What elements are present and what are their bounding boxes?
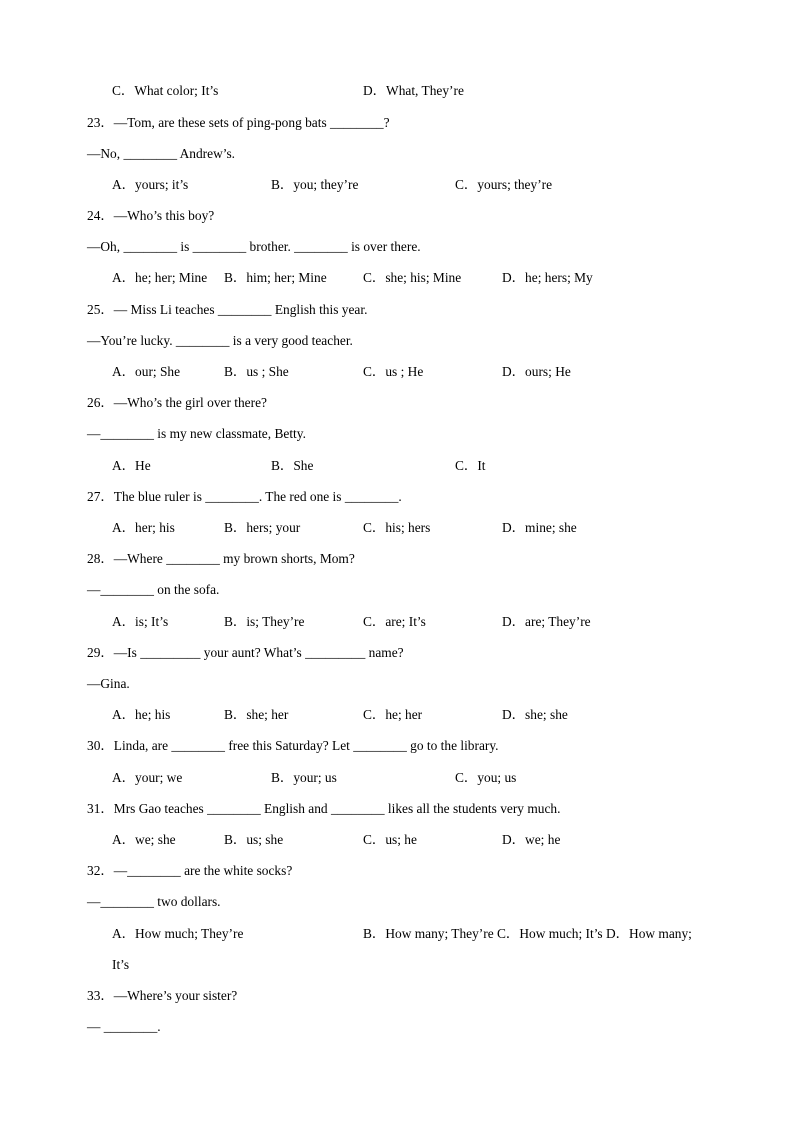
option-a: A．How much; They’re [112,926,244,941]
answer-24 [0,237,794,257]
q29-options [0,705,794,725]
question-text: 25．— Miss Li teaches ________ English this year. [87,302,368,317]
question-text: 32．—________ are the white socks? [87,863,293,878]
answer-33 [0,1017,794,1037]
option-c: C．us ; He [363,364,424,379]
option-b: B．us; she [224,832,284,847]
question-text: 30．Linda, are ________ free this Saturday? Let ________ go to the library. [87,738,499,753]
option-b: B．is; They’re [224,614,305,629]
question-33 [0,986,794,1006]
question-32 [0,861,794,881]
q24-options [0,268,794,288]
option-b: B．she; her [224,707,289,722]
answer-text: —No, ________ Andrew’s. [87,146,236,161]
question-23 [0,113,794,133]
option-b: B．you; they’re [271,177,359,192]
answer-text: — ________. [87,1019,161,1034]
option-a: A．her; his [112,520,175,535]
answer-text: —________ two dollars. [87,894,221,909]
option-a: A．we; she [112,832,176,847]
question-text: 26．—Who’s the girl over there? [87,395,267,410]
question-26 [0,393,794,413]
option-b: B．hers; your [224,520,301,535]
option-d: D．she; she [502,707,568,722]
question-28 [0,549,794,569]
option-b-c-d: B．How many; They’re C．How much; It’s D．How many; [363,926,692,941]
option-d-wrap: It’s [112,957,130,972]
answer-25 [0,331,794,351]
option-c: C．you; us [455,770,517,785]
option-c: C．his; hers [363,520,431,535]
question-text: 27．The blue ruler is ________. The red one is ________. [87,489,402,504]
option-c: C．What color; It’s [112,83,219,98]
option-a: A．He [112,458,151,473]
q27-options [0,518,794,538]
option-d: D．are; They’re [502,614,591,629]
answer-text: —________ on the sofa. [87,582,220,597]
option-c: C．us; he [363,832,417,847]
q22-options [0,81,794,101]
q32-options-wrap [0,955,794,975]
option-d: D．ours; He [502,364,571,379]
question-25 [0,300,794,320]
option-b: B．us ; She [224,364,289,379]
answer-23 [0,144,794,164]
option-d: D．we; he [502,832,561,847]
q23-options [0,175,794,195]
option-a: A．yours; it’s [112,177,189,192]
question-text: 23．—Tom, are these sets of ping-pong bats ________? [87,115,390,130]
answer-28 [0,580,794,600]
answer-26 [0,424,794,444]
option-b: B．She [271,458,314,473]
option-d: D．What, They’re [363,83,464,98]
option-c: C．yours; they’re [455,177,553,192]
option-a: A．he; her; Mine [112,270,208,285]
q26-options [0,456,794,476]
option-d: D．he; hers; My [502,270,593,285]
question-27 [0,487,794,507]
option-a: A．he; his [112,707,171,722]
q31-options [0,830,794,850]
option-a: A．is; It’s [112,614,169,629]
answer-text: —________ is my new classmate, Betty. [87,426,306,441]
option-a: A．your; we [112,770,183,785]
question-text: 24．—Who’s this boy? [87,208,215,223]
question-text: 29．—Is _________ your aunt? What’s _________ name? [87,645,404,660]
q30-options [0,768,794,788]
q32-options [0,924,794,944]
answer-32 [0,892,794,912]
question-30 [0,736,794,756]
answer-text: —You’re lucky. ________ is a very good teacher. [87,333,353,348]
option-a: A．our; She [112,364,181,379]
option-c: C．It [455,458,486,473]
question-24 [0,206,794,226]
option-d: D．mine; she [502,520,577,535]
question-29 [0,643,794,663]
question-text: 33．—Where’s your sister? [87,988,238,1003]
question-text: 28．—Where ________ my brown shorts, Mom? [87,551,355,566]
option-c: C．she; his; Mine [363,270,462,285]
option-c: C．are; It’s [363,614,426,629]
option-b: B．your; us [271,770,337,785]
answer-29 [0,674,794,694]
answer-text: —Oh, ________ is ________ brother. ________ is over there. [87,239,421,254]
option-b: B．him; her; Mine [224,270,327,285]
question-text: 31．Mrs Gao teaches ________ English and ________ likes all the students very much. [87,801,561,816]
q28-options [0,612,794,632]
question-31 [0,799,794,819]
q25-options [0,362,794,382]
answer-text: —Gina. [87,676,130,691]
option-c: C．he; her [363,707,423,722]
